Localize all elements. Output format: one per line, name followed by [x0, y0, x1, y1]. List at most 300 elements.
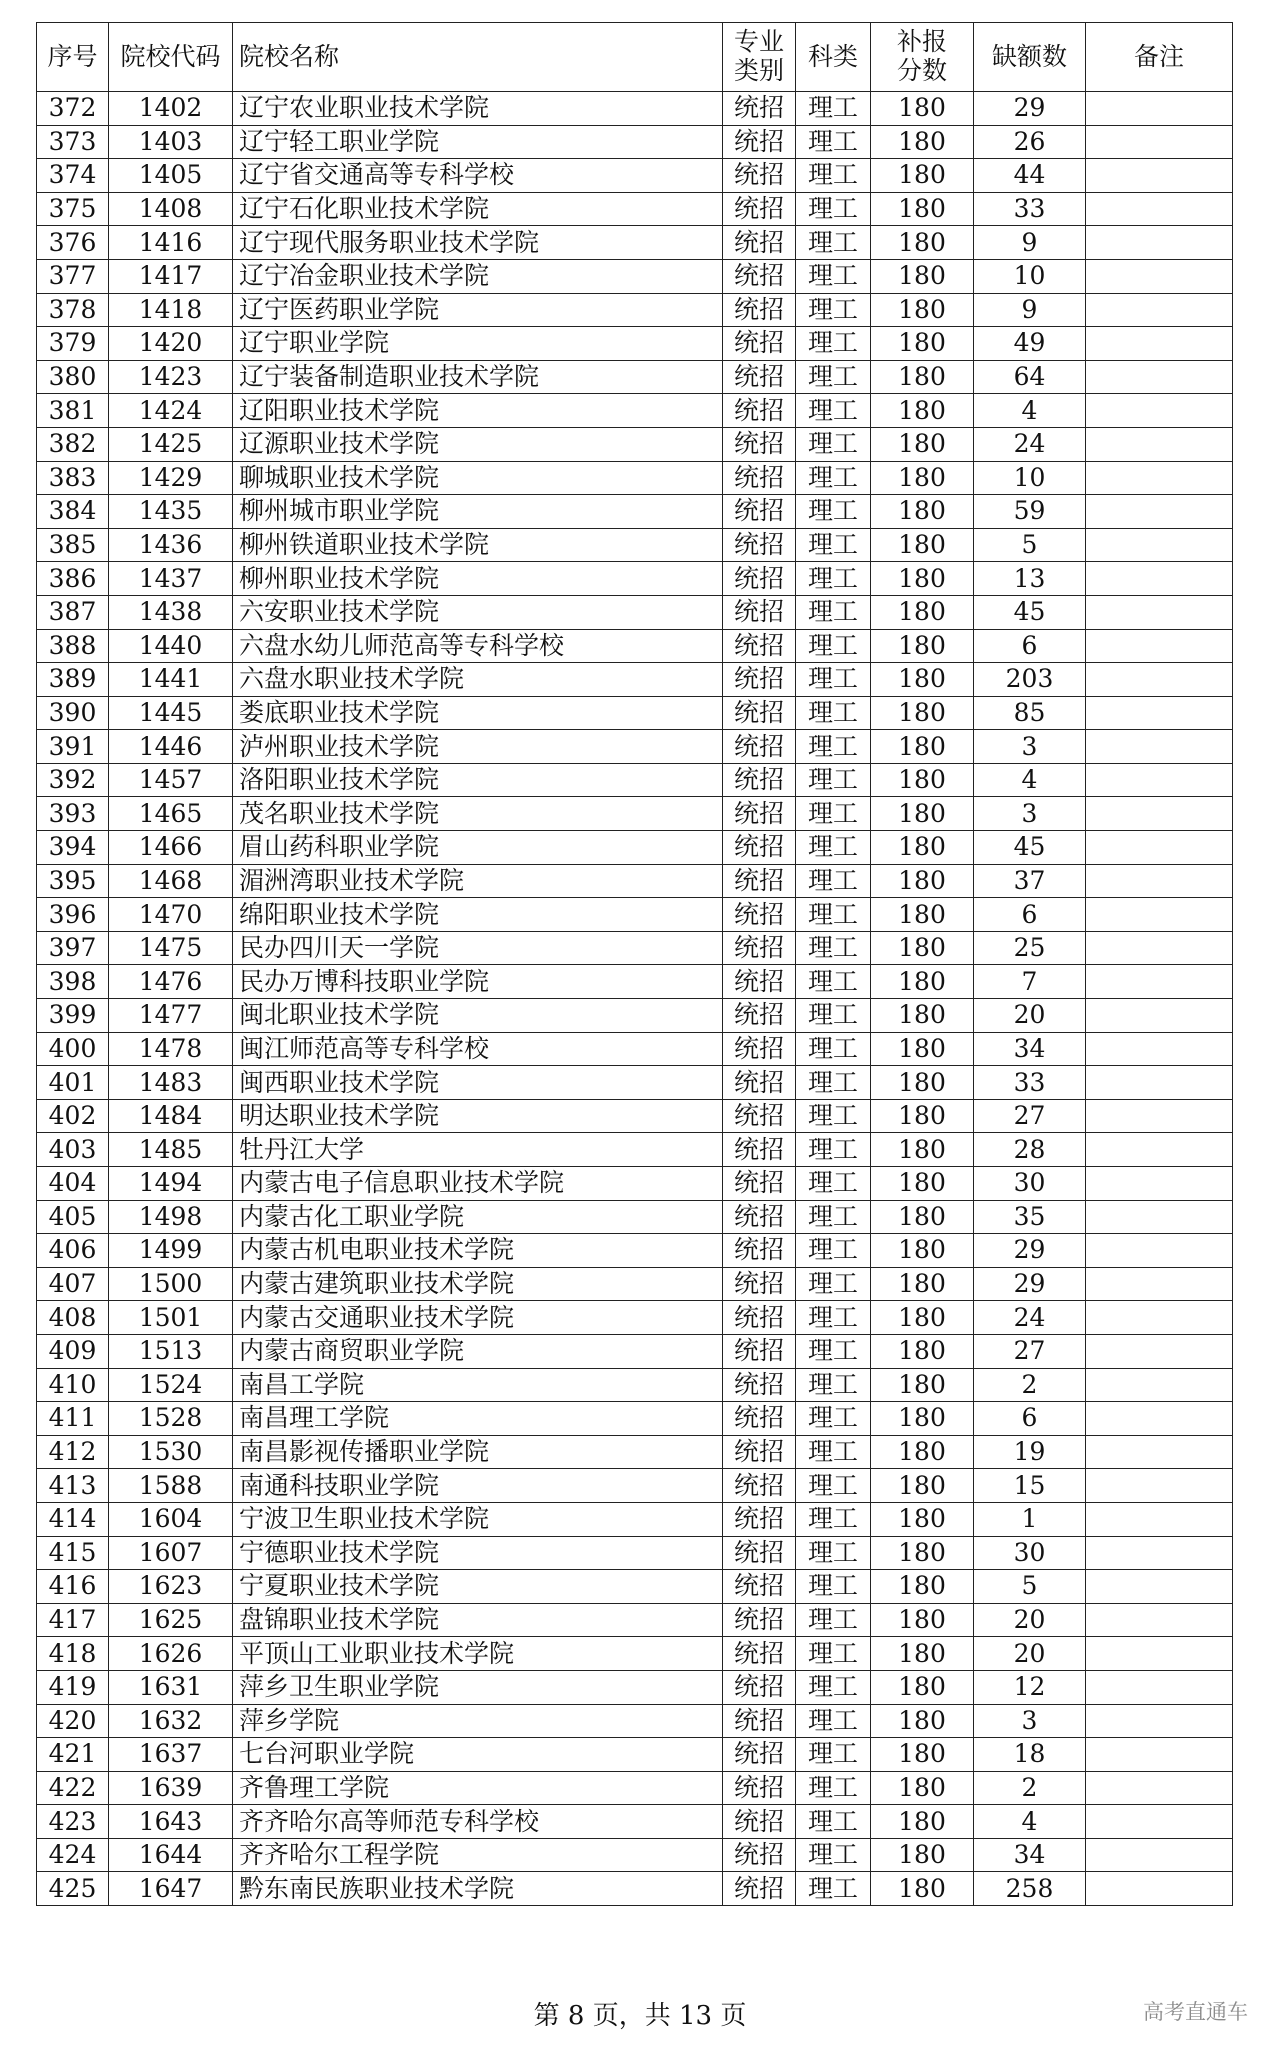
table-row	[37, 1167, 1233, 1201]
cell-score: 180	[871, 1570, 974, 1604]
cell-score: 180	[871, 528, 974, 562]
table-row	[37, 965, 1233, 999]
cell-subject: 理工	[796, 92, 871, 126]
cell-code: 1423	[109, 360, 233, 394]
cell-subject: 理工	[796, 1838, 871, 1872]
cell-school-name: 六盘水职业技术学院	[233, 663, 723, 697]
cell-score: 180	[871, 1637, 974, 1671]
cell-major-type: 统招	[723, 1738, 796, 1772]
cell-remark	[1086, 1368, 1233, 1402]
cell-code: 1632	[109, 1704, 233, 1738]
cell-score: 180	[871, 327, 974, 361]
cell-subject: 理工	[796, 1301, 871, 1335]
cell-score: 180	[871, 763, 974, 797]
cell-major-type: 统招	[723, 1200, 796, 1234]
cell-index: 376	[37, 226, 109, 260]
cell-index: 404	[37, 1167, 109, 1201]
cell-vacancy: 37	[974, 864, 1086, 898]
cell-major-type: 统招	[723, 1637, 796, 1671]
cell-major-type: 统招	[723, 360, 796, 394]
header-index: 序号	[37, 23, 109, 92]
cell-major-type: 统招	[723, 1032, 796, 1066]
cell-score: 180	[871, 562, 974, 596]
cell-code: 1626	[109, 1637, 233, 1671]
cell-subject: 理工	[796, 1872, 871, 1906]
cell-remark	[1086, 360, 1233, 394]
cell-subject: 理工	[796, 1637, 871, 1671]
cell-score: 180	[871, 730, 974, 764]
cell-remark	[1086, 461, 1233, 495]
cell-remark	[1086, 629, 1233, 663]
cell-remark	[1086, 327, 1233, 361]
cell-major-type: 统招	[723, 1435, 796, 1469]
cell-vacancy: 4	[974, 394, 1086, 428]
cell-school-name: 闽江师范高等专科学校	[233, 1032, 723, 1066]
cell-vacancy: 20	[974, 1637, 1086, 1671]
admission-vacancy-table	[36, 22, 1233, 1906]
cell-index: 420	[37, 1704, 109, 1738]
cell-code: 1403	[109, 125, 233, 159]
table-row	[37, 1838, 1233, 1872]
cell-code: 1446	[109, 730, 233, 764]
cell-score: 180	[871, 1603, 974, 1637]
cell-code: 1623	[109, 1570, 233, 1604]
table-row	[37, 898, 1233, 932]
cell-subject: 理工	[796, 1267, 871, 1301]
table-row	[37, 1570, 1233, 1604]
table-row	[37, 864, 1233, 898]
cell-index: 418	[37, 1637, 109, 1671]
cell-score: 180	[871, 360, 974, 394]
cell-score: 180	[871, 999, 974, 1033]
cell-remark	[1086, 495, 1233, 529]
cell-remark	[1086, 528, 1233, 562]
cell-school-name: 七台河职业学院	[233, 1738, 723, 1772]
cell-remark	[1086, 562, 1233, 596]
cell-score: 180	[871, 1435, 974, 1469]
cell-subject: 理工	[796, 1536, 871, 1570]
cell-remark	[1086, 92, 1233, 126]
header-vacancy: 缺额数	[974, 23, 1086, 92]
cell-remark	[1086, 394, 1233, 428]
cell-index: 384	[37, 495, 109, 529]
cell-remark	[1086, 226, 1233, 260]
cell-major-type: 统招	[723, 1838, 796, 1872]
table-row	[37, 1872, 1233, 1906]
cell-major-type: 统招	[723, 259, 796, 293]
cell-vacancy: 25	[974, 931, 1086, 965]
cell-subject: 理工	[796, 528, 871, 562]
cell-school-name: 柳州职业技术学院	[233, 562, 723, 596]
table-header-row	[37, 23, 1233, 92]
cell-score: 180	[871, 293, 974, 327]
cell-subject: 理工	[796, 226, 871, 260]
cell-subject: 理工	[796, 1234, 871, 1268]
cell-major-type: 统招	[723, 562, 796, 596]
cell-vacancy: 5	[974, 528, 1086, 562]
cell-code: 1468	[109, 864, 233, 898]
header-major-type-line2: 类别	[733, 56, 784, 85]
cell-remark	[1086, 1637, 1233, 1671]
cell-school-name: 萍乡卫生职业学院	[233, 1670, 723, 1704]
cell-school-name: 南昌影视传播职业学院	[233, 1435, 723, 1469]
cell-major-type: 统招	[723, 931, 796, 965]
cell-score: 180	[871, 965, 974, 999]
cell-subject: 理工	[796, 192, 871, 226]
cell-subject: 理工	[796, 1570, 871, 1604]
table-row	[37, 562, 1233, 596]
cell-remark	[1086, 931, 1233, 965]
cell-score: 180	[871, 226, 974, 260]
cell-vacancy: 35	[974, 1200, 1086, 1234]
table-row	[37, 831, 1233, 865]
cell-vacancy: 85	[974, 696, 1086, 730]
cell-vacancy: 45	[974, 595, 1086, 629]
cell-school-name: 牡丹江大学	[233, 1133, 723, 1167]
cell-code: 1604	[109, 1502, 233, 1536]
cell-vacancy: 4	[974, 1805, 1086, 1839]
cell-subject: 理工	[796, 293, 871, 327]
cell-code: 1476	[109, 965, 233, 999]
cell-index: 387	[37, 595, 109, 629]
cell-remark	[1086, 831, 1233, 865]
table-row	[37, 1670, 1233, 1704]
cell-vacancy: 59	[974, 495, 1086, 529]
cell-remark	[1086, 1066, 1233, 1100]
cell-subject: 理工	[796, 1469, 871, 1503]
cell-remark	[1086, 1838, 1233, 1872]
cell-code: 1485	[109, 1133, 233, 1167]
table-row	[37, 528, 1233, 562]
cell-major-type: 统招	[723, 797, 796, 831]
cell-vacancy: 29	[974, 92, 1086, 126]
cell-school-name: 齐鲁理工学院	[233, 1771, 723, 1805]
table-row	[37, 1368, 1233, 1402]
cell-school-name: 南昌工学院	[233, 1368, 723, 1402]
cell-subject: 理工	[796, 898, 871, 932]
cell-subject: 理工	[796, 1368, 871, 1402]
cell-score: 180	[871, 1536, 974, 1570]
cell-major-type: 统招	[723, 1704, 796, 1738]
cell-subject: 理工	[796, 1133, 871, 1167]
cell-code: 1402	[109, 92, 233, 126]
table-row	[37, 159, 1233, 193]
cell-vacancy: 34	[974, 1032, 1086, 1066]
cell-subject: 理工	[796, 394, 871, 428]
cell-remark	[1086, 1536, 1233, 1570]
cell-score: 180	[871, 1670, 974, 1704]
cell-score: 180	[871, 1502, 974, 1536]
cell-school-name: 眉山药科职业学院	[233, 831, 723, 865]
cell-index: 399	[37, 999, 109, 1033]
table-row	[37, 797, 1233, 831]
cell-school-name: 南通科技职业学院	[233, 1469, 723, 1503]
cell-subject: 理工	[796, 1402, 871, 1436]
cell-code: 1438	[109, 595, 233, 629]
table-row	[37, 1234, 1233, 1268]
cell-index: 409	[37, 1334, 109, 1368]
cell-major-type: 统招	[723, 1167, 796, 1201]
table-row	[37, 931, 1233, 965]
cell-code: 1631	[109, 1670, 233, 1704]
cell-index: 407	[37, 1267, 109, 1301]
cell-school-name: 湄洲湾职业技术学院	[233, 864, 723, 898]
cell-major-type: 统招	[723, 327, 796, 361]
cell-subject: 理工	[796, 1066, 871, 1100]
cell-score: 180	[871, 831, 974, 865]
cell-score: 180	[871, 1738, 974, 1772]
cell-vacancy: 49	[974, 327, 1086, 361]
cell-major-type: 统招	[723, 1267, 796, 1301]
cell-subject: 理工	[796, 159, 871, 193]
cell-subject: 理工	[796, 1502, 871, 1536]
cell-remark	[1086, 1670, 1233, 1704]
cell-score: 180	[871, 696, 974, 730]
cell-major-type: 统招	[723, 226, 796, 260]
cell-remark	[1086, 192, 1233, 226]
watermark: 高考直通车	[1143, 2000, 1248, 2024]
cell-index: 403	[37, 1133, 109, 1167]
cell-index: 385	[37, 528, 109, 562]
cell-major-type: 统招	[723, 92, 796, 126]
cell-score: 180	[871, 931, 974, 965]
cell-school-name: 闽西职业技术学院	[233, 1066, 723, 1100]
header-major-type-line1: 专业	[733, 27, 784, 57]
table-row	[37, 1267, 1233, 1301]
cell-remark	[1086, 1167, 1233, 1201]
cell-index: 401	[37, 1066, 109, 1100]
cell-school-name: 内蒙古建筑职业技术学院	[233, 1267, 723, 1301]
cell-remark	[1086, 1435, 1233, 1469]
cell-major-type: 统招	[723, 1771, 796, 1805]
cell-index: 377	[37, 259, 109, 293]
cell-major-type: 统招	[723, 192, 796, 226]
cell-school-name: 盘锦职业技术学院	[233, 1603, 723, 1637]
cell-score: 180	[871, 1133, 974, 1167]
header-name: 院校名称	[233, 23, 723, 92]
cell-subject: 理工	[796, 1200, 871, 1234]
table-row	[37, 999, 1233, 1033]
cell-index: 382	[37, 427, 109, 461]
cell-vacancy: 1	[974, 1502, 1086, 1536]
table-row	[37, 1334, 1233, 1368]
table-row	[37, 1301, 1233, 1335]
table-row	[37, 696, 1233, 730]
cell-score: 180	[871, 1267, 974, 1301]
cell-code: 1440	[109, 629, 233, 663]
cell-school-name: 辽宁轻工职业学院	[233, 125, 723, 159]
cell-subject: 理工	[796, 730, 871, 764]
cell-subject: 理工	[796, 797, 871, 831]
cell-school-name: 内蒙古化工职业学院	[233, 1200, 723, 1234]
cell-index: 411	[37, 1402, 109, 1436]
cell-school-name: 辽源职业技术学院	[233, 427, 723, 461]
cell-school-name: 齐齐哈尔工程学院	[233, 1838, 723, 1872]
cell-index: 396	[37, 898, 109, 932]
cell-vacancy: 26	[974, 125, 1086, 159]
cell-subject: 理工	[796, 1435, 871, 1469]
cell-vacancy: 28	[974, 1133, 1086, 1167]
cell-score: 180	[871, 125, 974, 159]
cell-subject: 理工	[796, 461, 871, 495]
cell-subject: 理工	[796, 1099, 871, 1133]
cell-subject: 理工	[796, 931, 871, 965]
cell-remark	[1086, 1704, 1233, 1738]
cell-index: 395	[37, 864, 109, 898]
table-row	[37, 1603, 1233, 1637]
cell-remark	[1086, 763, 1233, 797]
cell-score: 180	[871, 1099, 974, 1133]
table-body	[37, 92, 1233, 1906]
cell-score: 180	[871, 1066, 974, 1100]
cell-score: 180	[871, 595, 974, 629]
cell-subject: 理工	[796, 831, 871, 865]
cell-school-name: 内蒙古机电职业技术学院	[233, 1234, 723, 1268]
table-row	[37, 394, 1233, 428]
cell-major-type: 统招	[723, 1872, 796, 1906]
cell-index: 424	[37, 1838, 109, 1872]
cell-code: 1647	[109, 1872, 233, 1906]
cell-major-type: 统招	[723, 159, 796, 193]
cell-major-type: 统招	[723, 999, 796, 1033]
table-row	[37, 1502, 1233, 1536]
cell-vacancy: 27	[974, 1099, 1086, 1133]
table-row	[37, 226, 1233, 260]
cell-score: 180	[871, 1167, 974, 1201]
cell-subject: 理工	[796, 125, 871, 159]
cell-score: 180	[871, 259, 974, 293]
cell-school-name: 辽宁石化职业技术学院	[233, 192, 723, 226]
table-row	[37, 259, 1233, 293]
cell-code: 1501	[109, 1301, 233, 1335]
cell-remark	[1086, 696, 1233, 730]
cell-remark	[1086, 1603, 1233, 1637]
cell-vacancy: 29	[974, 1234, 1086, 1268]
cell-vacancy: 5	[974, 1570, 1086, 1604]
cell-score: 180	[871, 1032, 974, 1066]
cell-school-name: 绵阳职业技术学院	[233, 898, 723, 932]
table-row	[37, 1402, 1233, 1436]
cell-school-name: 萍乡学院	[233, 1704, 723, 1738]
cell-index: 413	[37, 1469, 109, 1503]
cell-school-name: 辽宁医药职业学院	[233, 293, 723, 327]
cell-score: 180	[871, 192, 974, 226]
cell-vacancy: 27	[974, 1334, 1086, 1368]
table-row	[37, 427, 1233, 461]
cell-code: 1445	[109, 696, 233, 730]
cell-major-type: 统招	[723, 528, 796, 562]
cell-major-type: 统招	[723, 125, 796, 159]
cell-school-name: 辽宁农业职业技术学院	[233, 92, 723, 126]
cell-school-name: 内蒙古电子信息职业技术学院	[233, 1167, 723, 1201]
cell-code: 1416	[109, 226, 233, 260]
cell-code: 1607	[109, 1536, 233, 1570]
cell-subject: 理工	[796, 1670, 871, 1704]
table-row	[37, 1066, 1233, 1100]
cell-major-type: 统招	[723, 629, 796, 663]
cell-remark	[1086, 1469, 1233, 1503]
cell-vacancy: 44	[974, 159, 1086, 193]
cell-index: 390	[37, 696, 109, 730]
cell-code: 1478	[109, 1032, 233, 1066]
page-number: 第 8 页，共 13 页	[533, 2001, 747, 2031]
cell-major-type: 统招	[723, 1066, 796, 1100]
cell-major-type: 统招	[723, 1402, 796, 1436]
cell-vacancy: 15	[974, 1469, 1086, 1503]
table-row	[37, 1805, 1233, 1839]
cell-index: 388	[37, 629, 109, 663]
cell-school-name: 民办四川天一学院	[233, 931, 723, 965]
cell-vacancy: 258	[974, 1872, 1086, 1906]
cell-code: 1470	[109, 898, 233, 932]
cell-score: 180	[871, 394, 974, 428]
cell-major-type: 统招	[723, 461, 796, 495]
cell-subject: 理工	[796, 1771, 871, 1805]
cell-remark	[1086, 293, 1233, 327]
cell-index: 378	[37, 293, 109, 327]
cell-subject: 理工	[796, 1167, 871, 1201]
cell-major-type: 统招	[723, 696, 796, 730]
cell-score: 180	[871, 663, 974, 697]
cell-vacancy: 64	[974, 360, 1086, 394]
cell-remark	[1086, 965, 1233, 999]
cell-remark	[1086, 1032, 1233, 1066]
table-row	[37, 1704, 1233, 1738]
cell-vacancy: 6	[974, 898, 1086, 932]
cell-remark	[1086, 1805, 1233, 1839]
cell-vacancy: 30	[974, 1536, 1086, 1570]
cell-vacancy: 10	[974, 259, 1086, 293]
cell-subject: 理工	[796, 696, 871, 730]
cell-code: 1498	[109, 1200, 233, 1234]
cell-subject: 理工	[796, 864, 871, 898]
cell-remark	[1086, 898, 1233, 932]
cell-index: 419	[37, 1670, 109, 1704]
table-row	[37, 1099, 1233, 1133]
cell-index: 383	[37, 461, 109, 495]
cell-score: 180	[871, 797, 974, 831]
cell-vacancy: 34	[974, 1838, 1086, 1872]
cell-index: 372	[37, 92, 109, 126]
table-row	[37, 763, 1233, 797]
header-remark: 备注	[1086, 23, 1233, 92]
cell-subject: 理工	[796, 1805, 871, 1839]
cell-remark	[1086, 259, 1233, 293]
table-row	[37, 293, 1233, 327]
cell-major-type: 统招	[723, 1570, 796, 1604]
cell-remark	[1086, 864, 1233, 898]
table-row	[37, 192, 1233, 226]
cell-code: 1435	[109, 495, 233, 529]
cell-vacancy: 13	[974, 562, 1086, 596]
cell-remark	[1086, 730, 1233, 764]
cell-code: 1457	[109, 763, 233, 797]
cell-code: 1484	[109, 1099, 233, 1133]
cell-index: 417	[37, 1603, 109, 1637]
cell-score: 180	[871, 461, 974, 495]
cell-index: 392	[37, 763, 109, 797]
cell-index: 415	[37, 1536, 109, 1570]
header-major-type	[723, 23, 796, 92]
cell-school-name: 柳州铁道职业技术学院	[233, 528, 723, 562]
cell-major-type: 统招	[723, 293, 796, 327]
cell-score: 180	[871, 1334, 974, 1368]
cell-code: 1418	[109, 293, 233, 327]
table-row	[37, 1200, 1233, 1234]
cell-subject: 理工	[796, 1704, 871, 1738]
table-row	[37, 1469, 1233, 1503]
cell-index: 375	[37, 192, 109, 226]
